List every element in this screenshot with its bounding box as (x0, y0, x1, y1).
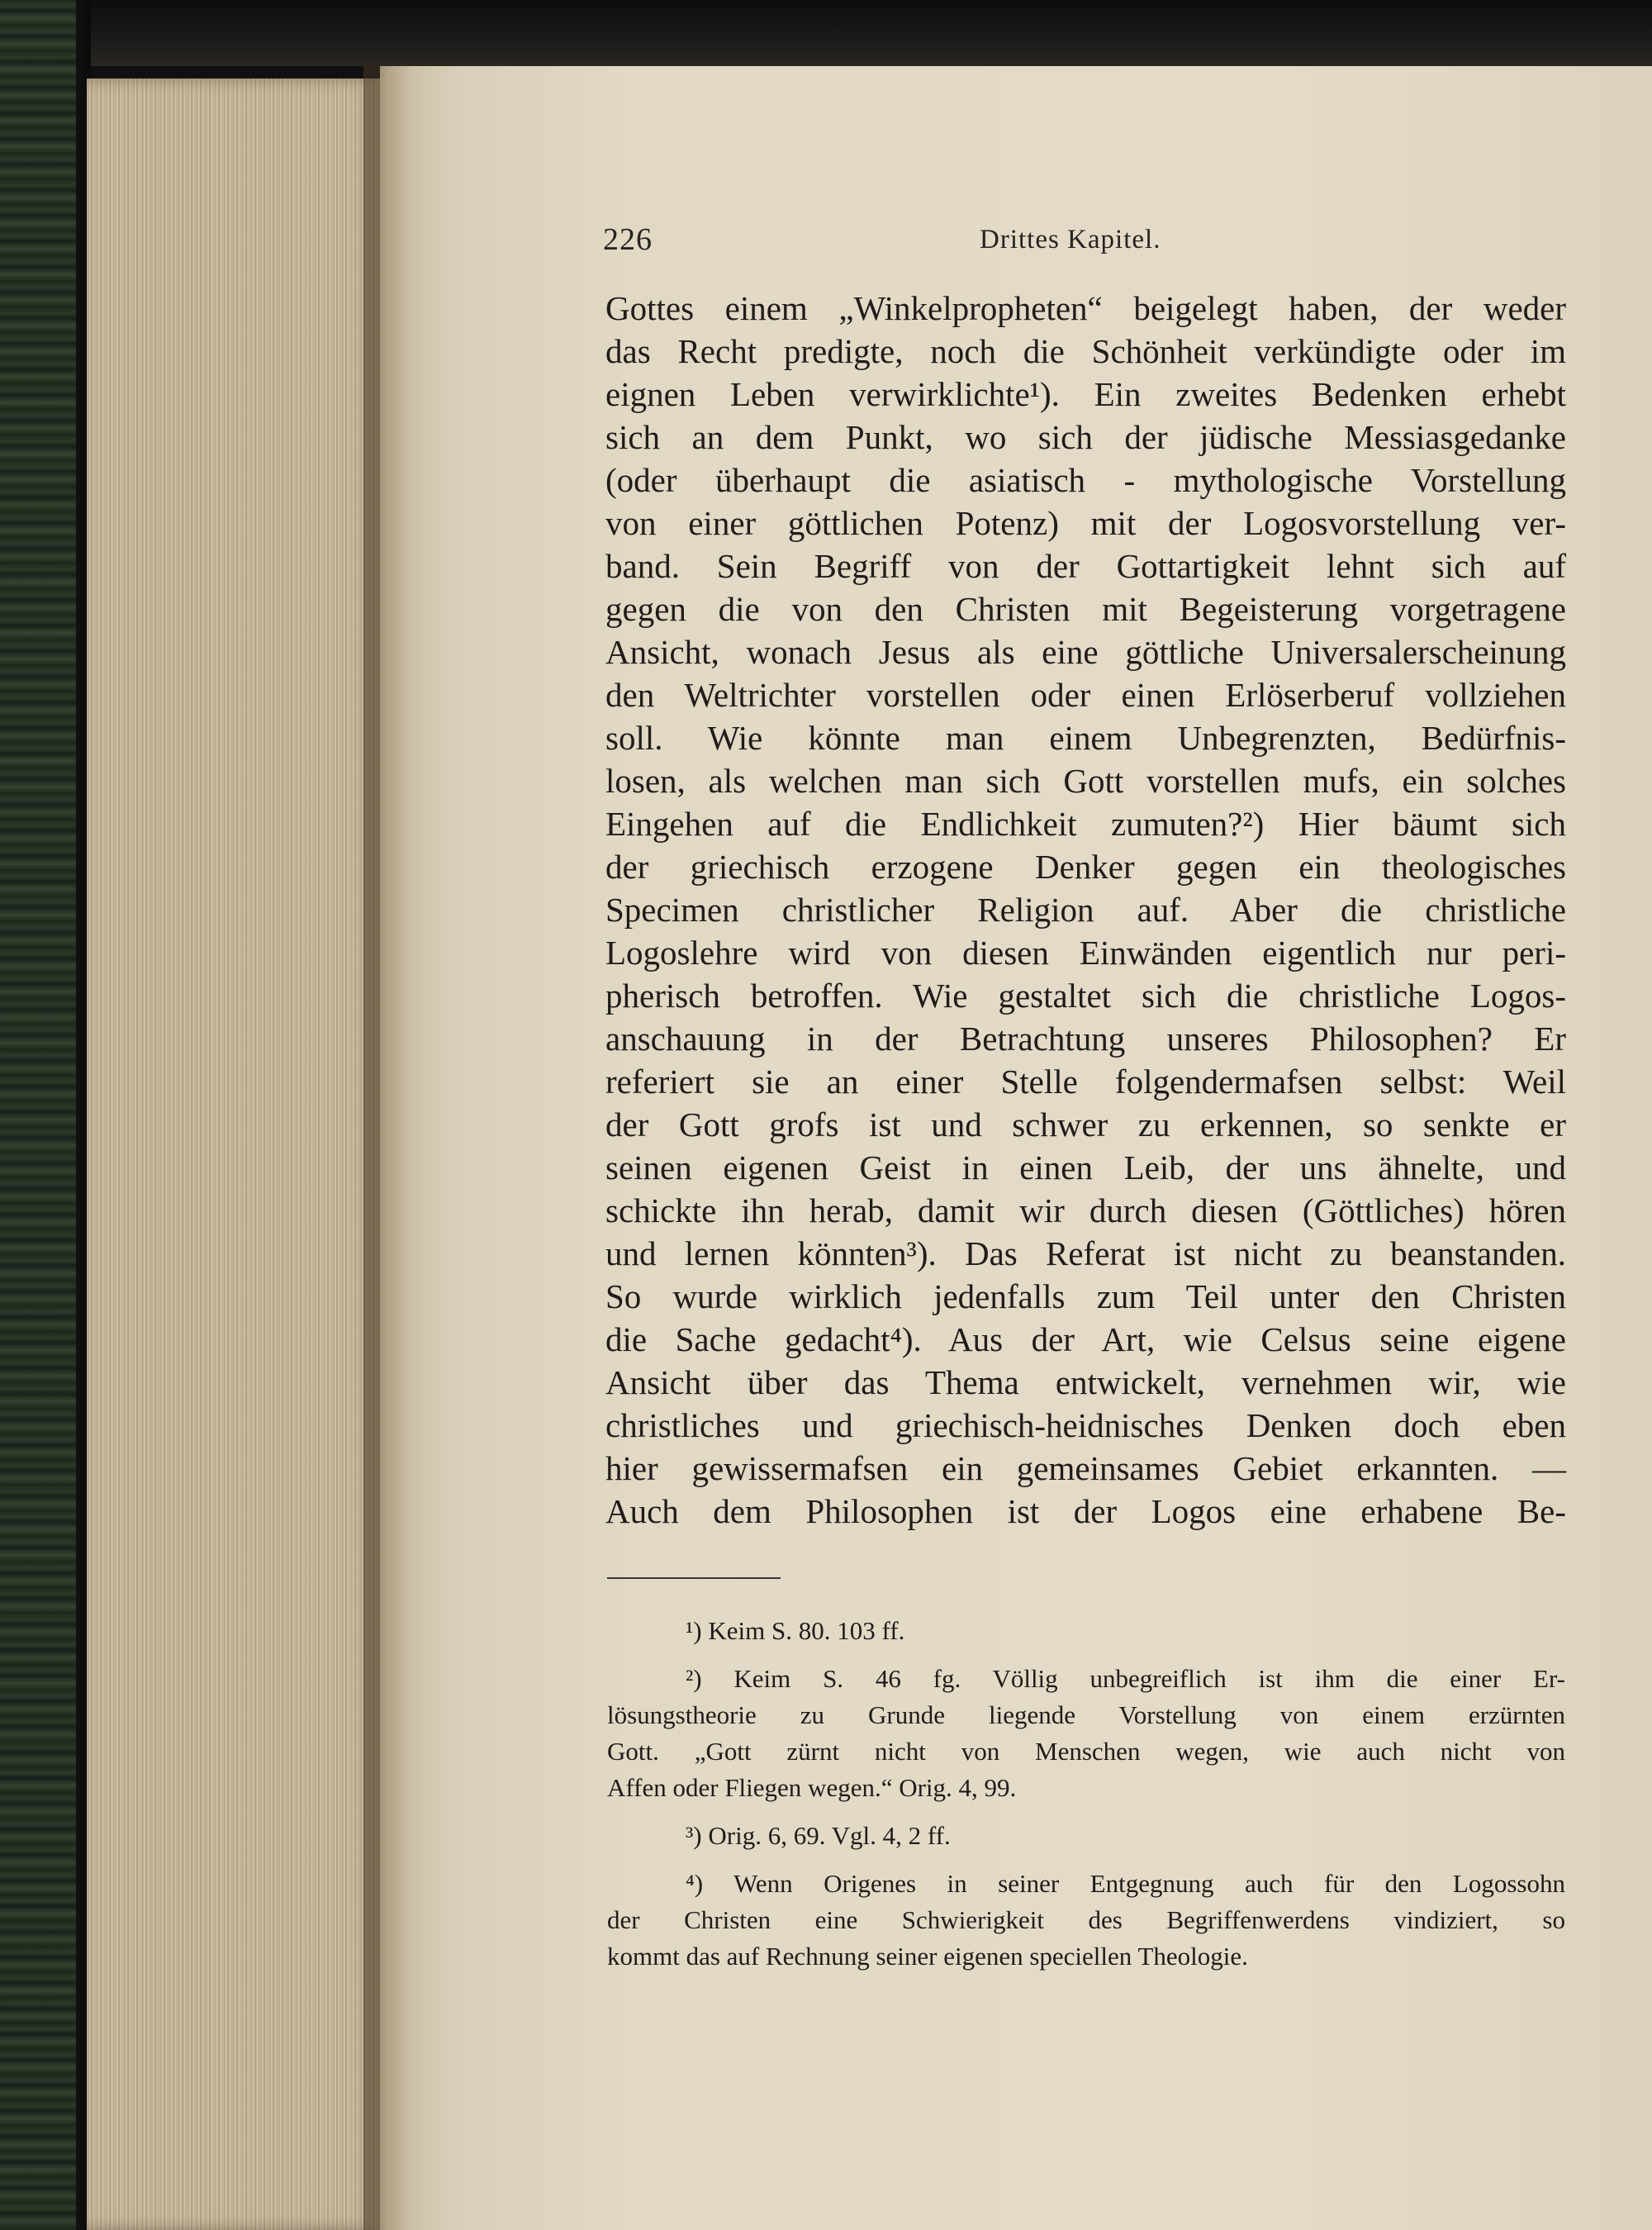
body-line: losen, als welchen man sich Gott vorstellen mufs, ein solches (605, 762, 1566, 800)
body-text (605, 287, 1566, 1533)
footnote-2-line: Affen oder Fliegen wegen.“ Orig. 4, 99. (607, 1773, 1017, 1802)
book-top-edge (0, 0, 1652, 66)
body-line: die Sache gedacht⁴). Aus der Art, wie Celsus seine eigene (605, 1320, 1566, 1358)
body-line: band. Sein Begriff von der Gottartigkeit lehnt sich auf (605, 547, 1566, 585)
body-line: das Recht predigte, noch die Schönheit verkündigte oder im (605, 332, 1566, 370)
body-line: von einer göttlichen Potenz) mit der Logosvorstellung ver- (605, 504, 1566, 542)
body-line: Auch dem Philosophen ist der Logos eine erhabene Be- (605, 1492, 1566, 1530)
body-line: Gottes einem „Winkelpropheten“ beigelegt haben, der weder (605, 289, 1566, 327)
body-line: Ansicht über das Thema entwickelt, vernehmen wir, wie (605, 1363, 1566, 1401)
footnote-4-line: ⁴) Wenn Origenes in seiner Entgegnung auch für den Logossohn (686, 1869, 1565, 1898)
body-line: Logoslehre wird von diesen Einwänden eigentlich nur peri- (605, 934, 1566, 972)
page-number: 226 (603, 222, 653, 257)
body-line: gegen die von den Christen mit Begeisterung vorgetragene (605, 590, 1566, 628)
body-line: der Gott grofs ist und schwer zu erkennen, so senkte er (605, 1105, 1566, 1144)
footnote-2-line: lösungstheorie zu Grunde liegende Vorstellung von einem erzürnten (607, 1700, 1565, 1729)
gutter-shadow (363, 66, 413, 2230)
body-line: soll. Wie könnte man einem Unbegrenzten, Bedürfnis- (605, 719, 1566, 757)
page-edges-stack (87, 78, 380, 2230)
book-cover-edge (0, 0, 91, 2230)
body-line: pherisch betroffen. Wie gestaltet sich die christliche Logos- (605, 977, 1566, 1015)
body-line: sich an dem Punkt, wo sich der jüdische Messiasgedanke (605, 418, 1566, 456)
running-head: Drittes Kapitel. (980, 225, 1161, 254)
body-line: christliches und griechisch-heidnisches Denken doch eben (605, 1406, 1566, 1444)
body-line: (oder überhaupt die asiatisch - mythologische Vorstellung (605, 461, 1566, 499)
body-line: und lernen könnten³). Das Referat ist nicht zu beanstanden. (605, 1234, 1566, 1272)
body-line: seinen eigenen Geist in einen Leib, der uns ähnelte, und (605, 1148, 1566, 1186)
body-line: Specimen christlicher Religion auf. Aber die christliche (605, 891, 1566, 929)
body-line: referiert sie an einer Stelle folgendermafsen selbst: Weil (605, 1063, 1566, 1101)
body-line: eignen Leben verwirklichte¹). Ein zweites Bedenken erhebt (605, 375, 1566, 413)
footnote-4-line: kommt das auf Rechnung seiner eigenen speciellen Theologie. (607, 1942, 1248, 1971)
body-line: So wurde wirklich jedenfalls zum Teil unter den Christen (605, 1277, 1566, 1315)
body-line: den Weltrichter vorstellen oder einen Erlöserberuf vollziehen (605, 676, 1566, 714)
footnote-2-line: Gott. „Gott zürnt nicht von Menschen wegen, wie auch nicht von (607, 1737, 1565, 1766)
body-line: der griechisch erzogene Denker gegen ein theologisches (605, 848, 1566, 886)
body-line: schickte ihn herab, damit wir durch diesen (Göttliches) hören (605, 1191, 1566, 1229)
body-line: anschauung in der Betrachtung unseres Philosophen? Er (605, 1020, 1566, 1058)
footnote-divider (607, 1577, 781, 1579)
footnote-1: ¹) Keim S. 80. 103 ff. (686, 1616, 905, 1645)
body-line: hier gewissermafsen ein gemeinsames Gebiet erkannten. — (605, 1449, 1566, 1487)
footnote-2-line: ²) Keim S. 46 fg. Völlig unbegreiflich ist ihm die einer Er- (686, 1664, 1565, 1693)
footnotes (607, 1613, 1565, 1975)
body-line: Ansicht, wonach Jesus als eine göttliche Universalerscheinung (605, 633, 1566, 671)
body-line: Eingehen auf die Endlichkeit zumuten?²) Hier bäumt sich (605, 805, 1566, 843)
footnote-3: ³) Orig. 6, 69. Vgl. 4, 2 ff. (686, 1821, 951, 1850)
footnote-4-line: der Christen eine Schwierigkeit des Begriffenwerdens vindiziert, so (607, 1905, 1565, 1934)
page-header (603, 221, 1206, 263)
